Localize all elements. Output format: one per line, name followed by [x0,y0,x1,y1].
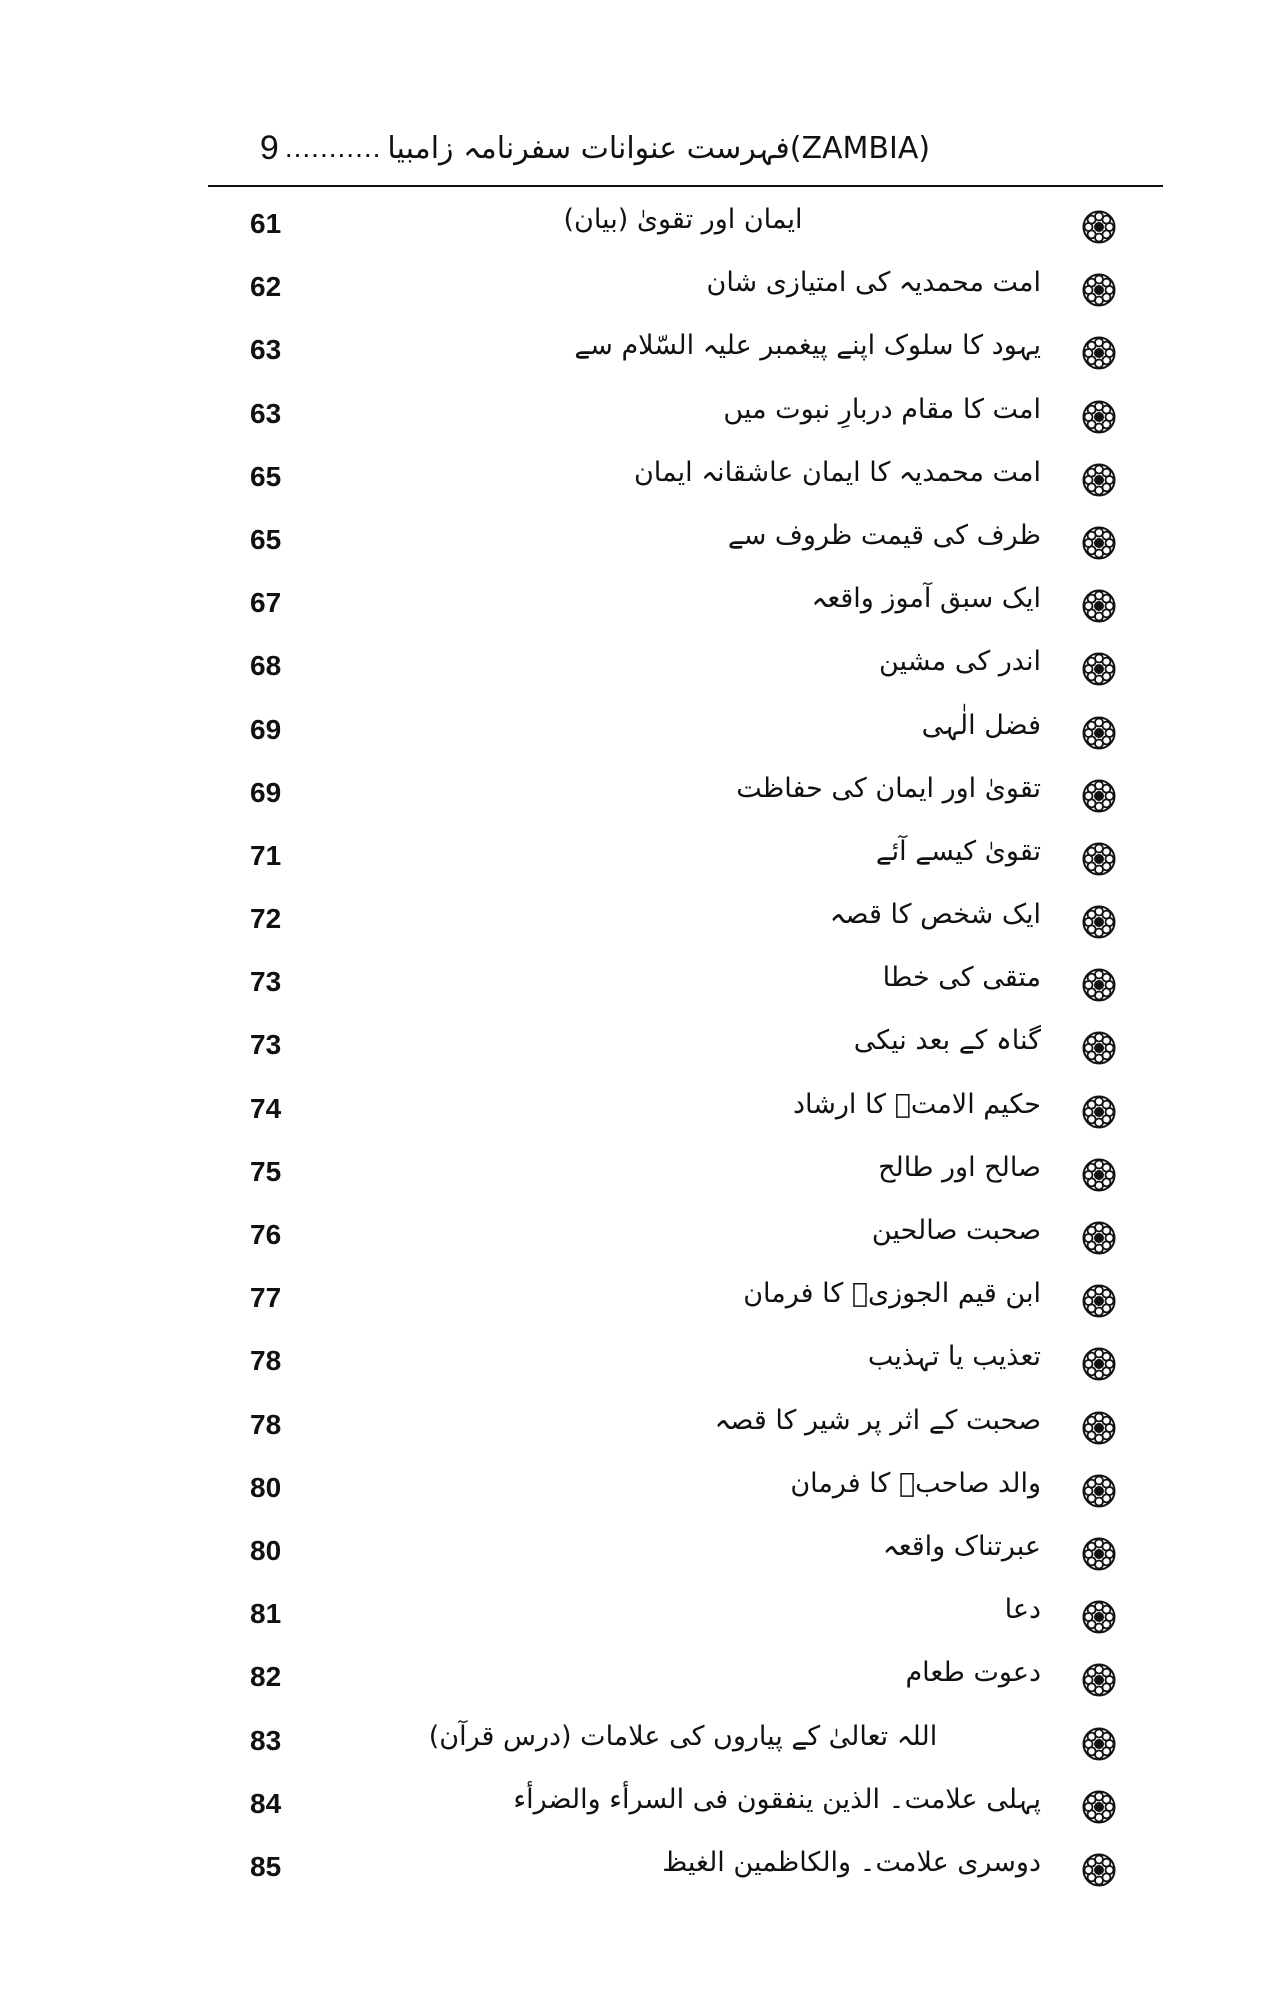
toc-entry-page: 76 [250,1219,282,1250]
flower-bullet-icon [1082,400,1116,434]
header-title: فہرست عنوانات سفرنامہ زامبیا(ZAMBIA) [387,130,931,166]
flower-bullet-icon [1082,1474,1116,1508]
toc-entry-page: 68 [250,650,282,682]
toc-entry-page: 80 [250,1471,282,1503]
toc-entry-page: 61 [250,208,282,239]
toc-entry-title: ایک سبق آموز واقعہ [811,583,1041,615]
toc-entry-title: تقویٰ کیسے آئے [875,835,1041,867]
toc-entry [0,1649,1273,1712]
toc-entry [0,1333,1273,1396]
toc-entry-title: تقویٰ اور ایمان کی حفاظت [736,772,1041,804]
toc-entry [0,1207,1273,1270]
toc-entry [0,259,1273,322]
toc-entry-page: 77 [250,1282,282,1314]
toc-entry [0,1270,1273,1333]
toc-entry-page: 72 [250,903,282,935]
toc-entry [0,638,1273,701]
toc-entry [0,1017,1273,1080]
toc-entry [0,575,1273,638]
toc-entry-page: 83 [250,1724,282,1756]
toc-entry-page: 69 [250,776,282,808]
flower-bullet-icon [1082,1411,1116,1445]
toc-entry-page: 63 [250,397,282,429]
toc-entry [0,1081,1273,1144]
toc-entry [0,702,1273,765]
toc-entry-title: حکیم الامتؒ کا ارشاد [792,1088,1041,1120]
toc-entry [0,1586,1273,1649]
toc-entry-title: ایک شخص کا قصہ [829,899,1041,931]
toc-entry [0,1713,1273,1776]
toc-entry [0,954,1273,1017]
toc-entry-title: صالح اور طالح [878,1151,1041,1183]
toc-entry [0,1839,1273,1902]
flower-bullet-icon [1082,1347,1116,1381]
toc-entry-title: اللہ تعالیٰ کے پیاروں کی علامات (درس قرآن) [428,1720,938,1752]
flower-bullet-icon [1082,1727,1116,1761]
toc-entry-page: 62 [250,271,282,303]
toc-entry-title: پہلی علامت۔ الذین ینفقون فی السرأء والضرأء [513,1783,1041,1815]
toc-entry [0,1523,1273,1586]
toc-entry-title: دعا [1004,1594,1041,1626]
toc-entry-title: اندر کی مشین [879,646,1041,678]
flower-bullet-icon [1082,1284,1116,1318]
toc-entry-page: 67 [250,587,282,619]
toc-entry [0,196,1273,259]
flower-bullet-icon [1082,1158,1116,1192]
toc-entry-page: 85 [250,1850,282,1882]
toc-entry-page: 73 [250,966,282,998]
flower-bullet-icon [1082,716,1116,750]
toc-entry [0,891,1273,954]
toc-entry-title: امت محمدیہ کا ایمان عاشقانہ ایمان [633,456,1041,488]
flower-bullet-icon [1082,1790,1116,1824]
toc-entry [0,386,1273,449]
flower-bullet-icon [1082,589,1116,623]
flower-bullet-icon [1082,1095,1116,1129]
toc-entry [0,1144,1273,1207]
toc-entry-title: فضل الٰہی [921,709,1041,741]
flower-bullet-icon [1082,210,1116,244]
toc-entry-title: ابن قیم الجوزیؒ کا فرمان [743,1278,1041,1310]
table-of-contents [0,196,1273,1902]
toc-entry-title: دعوت طعام [905,1657,1041,1689]
toc-entry [0,1776,1273,1839]
flower-bullet-icon [1082,905,1116,939]
toc-entry-page: 71 [250,839,282,871]
toc-entry-title: والد صاحبؒ کا فرمان [790,1467,1041,1499]
flower-bullet-icon [1082,526,1116,560]
flower-bullet-icon [1082,779,1116,813]
toc-entry-title: عبرتناک واقعہ [882,1530,1041,1562]
flower-bullet-icon [1082,463,1116,497]
toc-entry-page: 63 [250,334,282,366]
toc-entry-title: گناہ کے بعد نیکی [853,1025,1041,1057]
toc-entry-title: امت محمدیہ کی امتیازی شان [706,267,1041,299]
toc-entry-page: 75 [250,1155,282,1187]
running-header [210,122,980,174]
toc-entry-page: 84 [250,1787,282,1819]
toc-entry-title: ظرف کی قیمت ظروف سے [727,519,1041,551]
page-number: 9 [259,128,279,167]
flower-bullet-icon [1082,1537,1116,1571]
flower-bullet-icon [1082,842,1116,876]
toc-entry [0,1397,1273,1460]
toc-entry-title: صحبت صالحین [871,1215,1041,1246]
toc-entry [0,512,1273,575]
flower-bullet-icon [1082,1221,1116,1255]
toc-entry [0,322,1273,385]
flower-bullet-icon [1082,1663,1116,1697]
toc-entry-title: تعذیب یا تہذیب [867,1341,1041,1373]
flower-bullet-icon [1082,336,1116,370]
toc-entry-page: 80 [250,1534,282,1566]
toc-entry-page: 73 [250,1029,282,1061]
flower-bullet-icon [1082,1600,1116,1634]
toc-entry-page: 69 [250,713,282,745]
toc-entry-page: 65 [250,460,282,492]
header-rule [208,185,1163,187]
toc-entry-page: 65 [250,523,282,555]
toc-entry [0,828,1273,891]
toc-entry [0,1460,1273,1523]
toc-entry-title: متقی کی خطا [882,962,1041,994]
toc-entry-page: 81 [250,1598,282,1630]
toc-entry-page: 82 [250,1661,282,1693]
header-leader-dots: ........... [284,132,382,163]
flower-bullet-icon [1082,968,1116,1002]
toc-entry-page: 78 [250,1408,282,1440]
flower-bullet-icon [1082,652,1116,686]
flower-bullet-icon [1082,1853,1116,1887]
flower-bullet-icon [1082,273,1116,307]
toc-entry [0,449,1273,512]
toc-entry-title: دوسری علامت۔ والکاظمین الغیظ [662,1846,1041,1878]
toc-entry-title: یہود کا سلوک اپنے پیغمبر علیہ السّلام سے [574,330,1041,362]
toc-entry-page: 74 [250,1092,282,1124]
toc-entry-title: امت کا مقام دربارِ نبوت میں [723,393,1041,425]
toc-entry-page: 78 [250,1345,282,1377]
toc-entry-title: ایمان اور تقویٰ (بیان) [563,204,803,235]
toc-entry-title: صحبت کے اثر پر شیر کا قصہ [714,1404,1041,1436]
flower-bullet-icon [1082,1031,1116,1065]
toc-entry [0,765,1273,828]
